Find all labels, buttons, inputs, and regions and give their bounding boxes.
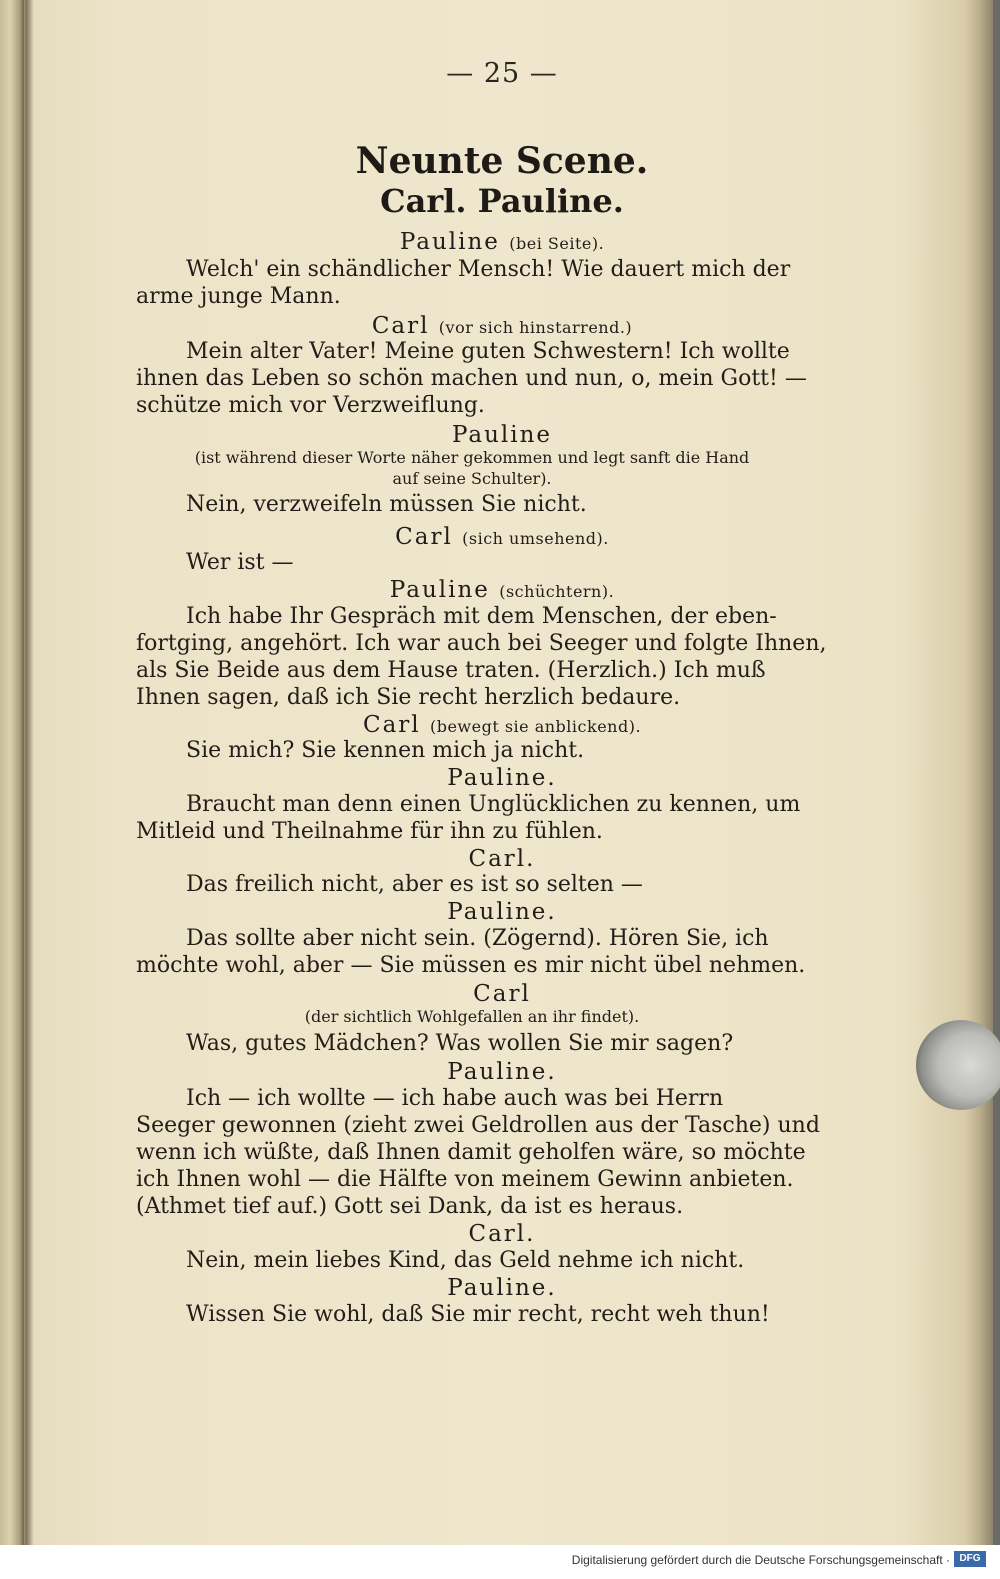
page-number: — 25 — bbox=[446, 58, 558, 89]
text-line: (Athmet tief auf.) Gott sei Dank, da ist es heraus. bbox=[136, 1194, 684, 1219]
page-clip bbox=[916, 1020, 1000, 1110]
text-line: Wissen Sie wohl, daß Sie mir recht, recht weh thun! bbox=[186, 1302, 770, 1327]
speaker-name: Pauline bbox=[451, 422, 553, 448]
text-line: wenn ich wüßte, daß Ihnen damit geholfen wäre, so möchte bbox=[136, 1140, 806, 1165]
book-gutter bbox=[0, 0, 24, 1545]
speaker-name: Pauline. bbox=[447, 765, 557, 791]
stage-direction: (ist während dieser Worte näher gekommen und legt sanft die Hand bbox=[194, 448, 750, 467]
speaker-name: Carl bbox=[473, 981, 531, 1007]
text-line: ich Ihnen wohl — die Hälfte von meinem Gewinn anbieten. bbox=[136, 1167, 794, 1192]
speaker-name: Pauline (bei Seite). bbox=[399, 229, 605, 255]
speaker-name: Carl (vor sich hinstarrend.) bbox=[371, 313, 633, 339]
text-line: schütze mich vor Verzweiflung. bbox=[136, 393, 485, 418]
book-page bbox=[26, 0, 978, 1545]
text-line: Das sollte aber nicht sein. (Zögernd). Hören Sie, ich bbox=[186, 926, 769, 951]
speaker-name: Pauline (schüchtern). bbox=[389, 577, 615, 603]
text-line: Ihnen sagen, daß ich Sie recht herzlich bedaure. bbox=[136, 685, 681, 710]
speaker-name: Carl. bbox=[468, 1221, 536, 1247]
text-line: Mein alter Vater! Meine guten Schwestern! Ich wollte bbox=[186, 339, 790, 364]
text-line: Nein, mein liebes Kind, das Geld nehme ich nicht. bbox=[186, 1248, 745, 1273]
stage-direction: (bewegt sie anblickend). bbox=[429, 717, 642, 736]
text-line: Nein, verzweifeln müssen Sie nicht. bbox=[186, 492, 587, 517]
text-line: Mitleid und Theilnahme für ihn zu fühlen. bbox=[136, 819, 603, 844]
stage-direction: (sich umsehend). bbox=[462, 529, 609, 548]
text-line: Ich habe Ihr Gespräch mit dem Menschen, der eben- bbox=[186, 604, 777, 629]
text-line: Welch' ein schändlicher Mensch! Wie dauert mich der bbox=[186, 257, 791, 282]
text-line: fortging, angehört. Ich war auch bei Seeger und folgte Ihnen, bbox=[136, 631, 827, 656]
text-line: Wer ist — bbox=[186, 550, 294, 575]
stage-direction: (der sichtlich Wohlgefallen an ihr findet). bbox=[304, 1007, 640, 1026]
text-line: Ich — ich wollte — ich habe auch was bei Herrn bbox=[186, 1086, 724, 1111]
stage-direction: auf seine Schulter). bbox=[392, 469, 552, 488]
text-line: arme junge Mann. bbox=[136, 284, 341, 309]
text-line: als Sie Beide aus dem Hause traten. (Herzlich.) Ich muß bbox=[136, 658, 766, 683]
scene-title: Neunte Scene. bbox=[355, 140, 649, 182]
speaker-name: Pauline. bbox=[447, 1059, 557, 1085]
speaker-name: Carl (sich umsehend). bbox=[395, 524, 609, 550]
speaker-name: Pauline. bbox=[447, 1275, 557, 1301]
footer-credit: Digitalisierung gefördert durch die Deutsche Forschungsgemeinschaft · bbox=[571, 1553, 950, 1567]
text-line: Das freilich nicht, aber es ist so selten — bbox=[186, 872, 643, 897]
text-line: möchte wohl, aber — Sie müssen es mir nicht übel nehmen. bbox=[136, 953, 806, 978]
text-line: Sie mich? Sie kennen mich ja nicht. bbox=[186, 738, 585, 763]
stage-direction: (vor sich hinstarrend.) bbox=[438, 318, 633, 337]
stage-direction: (schüchtern). bbox=[499, 582, 615, 601]
scene-persons: Carl. Pauline. bbox=[380, 182, 624, 220]
speaker-name: Carl. bbox=[468, 846, 536, 872]
speaker-name: Carl (bewegt sie anblickend). bbox=[362, 712, 642, 738]
dfg-logo: DFG bbox=[954, 1551, 986, 1567]
text-line: Was, gutes Mädchen? Was wollen Sie mir sagen? bbox=[186, 1031, 734, 1056]
speaker-name: Pauline. bbox=[447, 899, 557, 925]
text-line: Seeger gewonnen (zieht zwei Geldrollen aus der Tasche) und bbox=[136, 1113, 820, 1138]
text-line: Braucht man denn einen Unglücklichen zu kennen, um bbox=[186, 792, 801, 817]
text-line: ihnen das Leben so schön machen und nun, o, mein Gott! — bbox=[136, 366, 807, 391]
stage-direction: (bei Seite). bbox=[509, 234, 605, 253]
